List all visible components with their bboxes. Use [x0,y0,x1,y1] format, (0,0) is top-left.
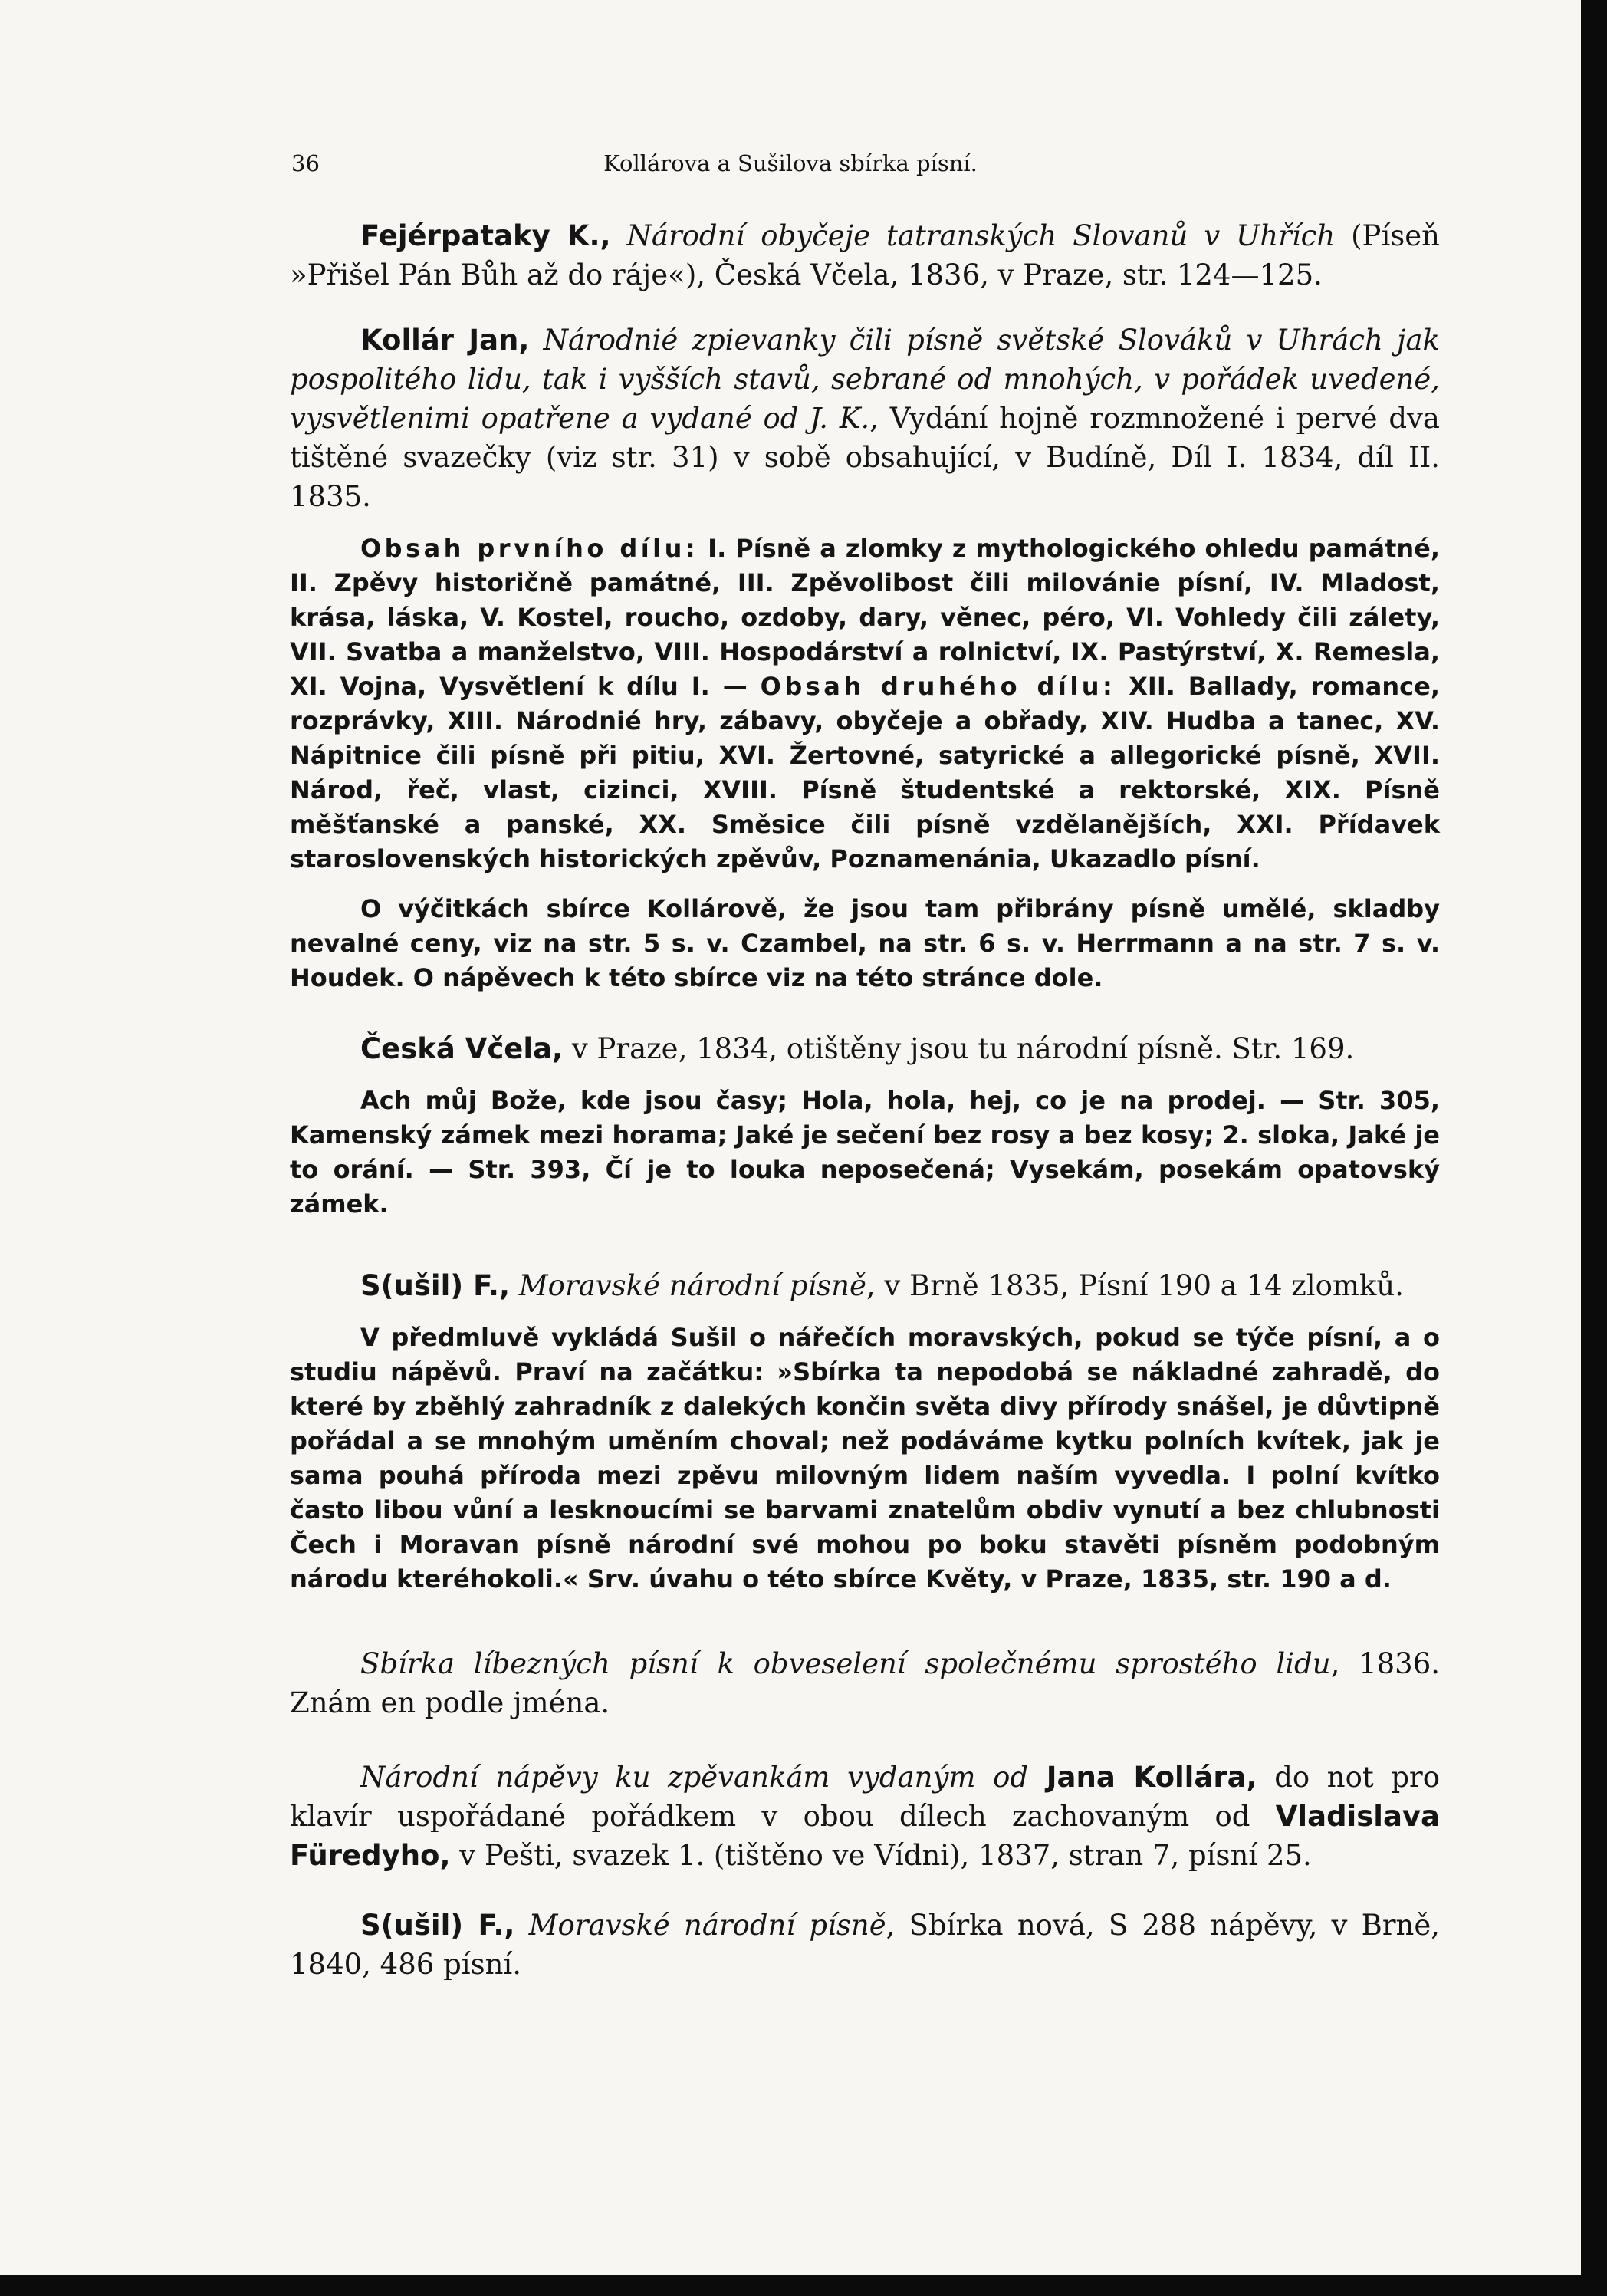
entry-ceska-vcela [290,1029,1440,1068]
entry-author: S(ušil) F., [360,1269,511,1302]
running-title: Kollárova a Sušilova sbírka písní. [603,150,978,176]
note-lead: Obsah prvního dílu: [360,534,699,563]
entry-details: v Pešti, svazek 1. (tištěno ve Vídni), 1837, stran 7, písní 25. [450,1839,1312,1872]
entry-name: Jana Kollára, [1028,1761,1257,1794]
note-text: I. Písně a zlomky z mythologického ohledu památné, II. Zpěvy historičně památné, III. Zpěvolibost čili milovánie písní, IV. Mladost, krása, láska, V. Kostel, roucho, ozdoby, dary, věnec, péro, VI. Vohledy čili zálety, VII. Svatba a manželstvo, VIII. Hospodárství a rolnictví, IX. Pastýrství, X. Remesla, XI. Vojna, Vysvětlení k dílu I. — [290,534,1441,701]
note-susil-1835: V předmluvě vykládá Sušil o nářečích moravských, pokud se týče písní, a o studiu nápěvů. Praví na začátku: »Sbírka ta nepodobá se nákladné zahradě, do které by zběhlý zahradník z dalekých končin světa divy přírody snášel, je důvtipně pořádal a se mnohým uměním choval; než podáváme kytku polních kvítek, jak je sama pouhá příroda mezi zpěvu milovným lidem naším vyvedla. I polní kvítko často libou vůní a lesknoucími se barvami znatelům obdiv vynutí a bez chlubnosti Čech i Moravan písně národní své mohou po boku stavěti písněm podobným národu kteréhokoli.« Srv. úvahu o této sbírce Květy, v Praze, 1835, str. 190 a d. [290,1323,1440,1594]
entry-details: , Vydání hojně rozmnožené i pervé dva tištěné svazečky (viz str. 31) v sobě obsahující, v Budíně, Díl I. 1834, díl II. 1835. [290,402,1440,513]
page-number: 36 [291,150,320,176]
entry-title: Národnié zpievanky čili písně světské Slováků v Uhrách jak pospolitého lidu, tak i vyšších stavů, sebrané od mnohých, v pořádek uvedené, vysvětlenimi opatřene a vydané od J. K. [290,324,1440,435]
entry-author: S(ušil) F., [360,1909,515,1942]
entry-details: (Píseň »Přišel Pán Bůh až do ráje«), Česká Včela, 1836, v Praze, str. 124—125. [290,219,1440,291]
entry-susil-1840 [290,1906,1440,1984]
entry-details: , 1836. Znám en podle jména. [290,1647,1441,1719]
entry-sbirka-libeznych [290,1644,1440,1722]
entry-title: Moravské národní písně [528,1909,886,1942]
entry-kollar [290,321,1440,516]
entry-fejerpataky [290,216,1440,294]
entry-name: Vladislava Füredyho, [290,1800,1440,1872]
entry-details: v Praze, 1834, otištěny jsou tu národní písně. Str. 169. [563,1032,1355,1065]
entry-title: Moravské národní písně [518,1269,866,1302]
note-lead: Obsah druhého dílu: [760,672,1116,701]
entry-narodni-napevy [290,1758,1440,1875]
entry-details: , v Brně 1835, Písní 190 a 14 zlomků. [866,1269,1404,1302]
note-ceska-vcela: Ach můj Bože, kde jsou časy; Hola, hola, hej, co je na prodej. — Str. 305, Kamenský zámek mezi horama; Jaké je sečení bez rosy a bez kosy; 2. sloka, Jaké je to orání. — Str. 393, Čí je to louka neposečená; Vysekám, posekám opatovský zámek. [290,1086,1440,1219]
entry-details: do not pro klavír uspořádané pořádkem v obou dílech zachovaným od [290,1761,1441,1833]
entry-title: Národní nápěvy ku zpěvankám vydaným od [360,1761,1029,1794]
note-text: XII. Ballady, romance, rozprávky, XIII. Národnié hry, zábavy, obyčeje a obřady, XIV. Hudba a tanec, XV. Nápitnice čili písně při pitiu, XVI. Žertovné, satyrické a allegorické písně, XVII. Národ, řeč, vlast, cizinci, XVIII. Písně študentské a rektorské, XIX. Písně měšťanské a panské, XX. Směsice čili písně vzdělanějších, XXI. Přídavek staroslovenských historických zpěvův, Poznamenánia, Ukazadlo písní. [290,672,1441,873]
entry-title: Národní obyčeje tatranských Slovanů v Uhřích [626,219,1336,252]
entry-details: , Sbírka nová, S 288 nápěvy, v Brně, 1840, 486 písní. [290,1909,1440,1981]
entry-author: Kollár Jan, [360,324,530,357]
note-kollar-contents [290,531,1440,877]
entry-susil-1835 [290,1266,1440,1305]
entry-author: Česká Včela, [360,1032,564,1065]
note-kollar-criticism: O výčitkách sbírce Kollárově, že jsou tam přibrány písně umělé, skladby nevalné ceny, viz na str. 5 s. v. Czambel, na str. 6 s. v. Herrmann a na str. 7 s. v. Houdek. O nápěvech k této sbírce viz na této stránce dole. [290,894,1440,992]
page-content [290,216,1440,1984]
entry-author: Fejérpataky K., [360,219,611,252]
page-header [0,150,1581,189]
entry-title: Sbírka líbezných písní k obveselení společnému sprostého lidu [360,1647,1331,1680]
